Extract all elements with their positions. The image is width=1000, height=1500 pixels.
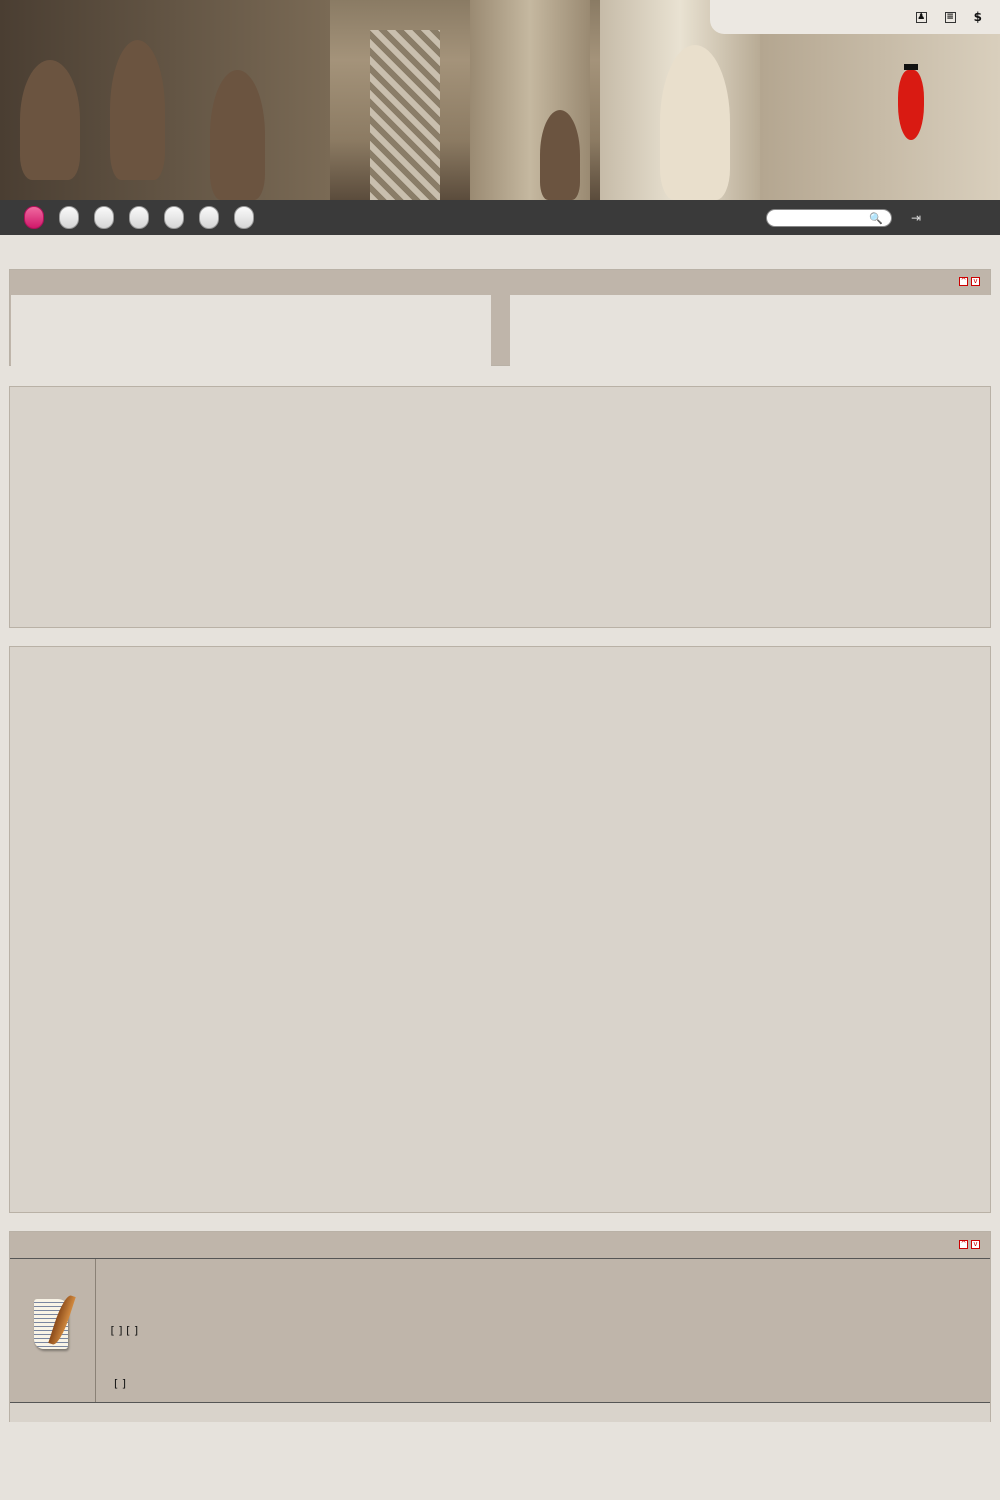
- users-icon: ♟: [917, 11, 926, 22]
- site-logo[interactable]: [780, 70, 980, 175]
- logout-icon[interactable]: ⇥: [911, 211, 922, 225]
- collapse-icon[interactable]: ^: [960, 277, 967, 285]
- category-block: [9, 646, 991, 1213]
- nav-forums[interactable]: [24, 206, 44, 229]
- pepper-icon: [898, 70, 924, 140]
- search-icon[interactable]: 🔍: [869, 212, 883, 225]
- nav-gallery[interactable]: [234, 206, 254, 229]
- nav-users[interactable]: [59, 206, 79, 229]
- register-icon: ≡: [946, 11, 954, 22]
- search-area: [759, 209, 921, 227]
- main-nav: [0, 200, 1000, 235]
- latest-panel: [9, 269, 991, 366]
- latest-posts-list: [11, 295, 491, 367]
- category-block: [9, 386, 991, 628]
- header-banner: [0, 0, 1000, 200]
- panel-controls: [959, 277, 980, 286]
- collapse-icon[interactable]: ^: [960, 1240, 967, 1248]
- expand-icon[interactable]: v: [971, 277, 980, 286]
- who-note: [10, 1402, 990, 1422]
- nav-downloads[interactable]: [164, 206, 184, 229]
- help-link[interactable]: [974, 10, 986, 24]
- nav-calendar[interactable]: [94, 206, 114, 229]
- nav-portal[interactable]: [129, 206, 149, 229]
- expand-icon[interactable]: v: [971, 1240, 980, 1249]
- register-link[interactable]: [945, 12, 960, 23]
- login-link[interactable]: [916, 12, 931, 23]
- top-links: [710, 0, 1000, 34]
- nav-blogs[interactable]: [199, 206, 219, 229]
- panel-controls: [959, 1240, 980, 1249]
- forum-icon: [10, 1259, 96, 1403]
- who-online-panel: ^ v [ ] [ ] [ ]: [9, 1231, 991, 1422]
- latest-topics-list: [510, 295, 991, 367]
- search-input[interactable]: [766, 209, 892, 227]
- help-icon: $: [973, 10, 982, 24]
